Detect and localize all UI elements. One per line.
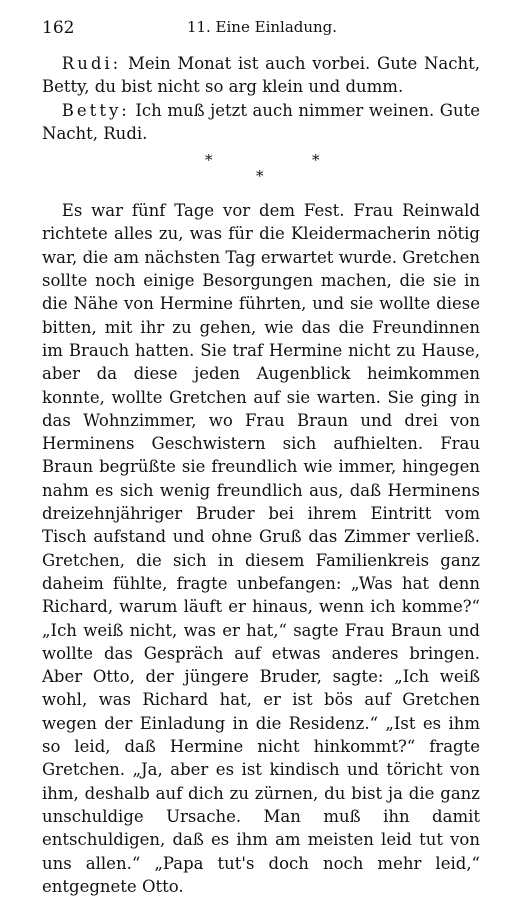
divider-star: * (312, 151, 320, 170)
section-divider (42, 149, 480, 189)
narrative-paragraph: Es war fünf Tage vor dem Fest. Frau Reinwald richtete alles zu, was für die Kleidermacherin nötig war, die am nächsten Tag erwartet wurde. Gretchen sollte noch einige Besorgungen machen, die sie in die Nähe von Hermine führten, und sie wollte diese bitten, mit ihr zu gehen, wie das die Freundinnen im Brauch hatten. Sie traf Hermine nicht zu Hause, aber da diese jeden Augenblick heimkommen konnte, wollte Gretchen auf sie warten. Sie ging in das Wohnzimmer, wo Frau Braun und drei von Herminens Geschwistern sich aufhielten. Frau Braun begrüßte sie freundlich wie immer, hingegen nahm es sich wenig freundlich aus, daß Herminens dreizehnjähriger Bruder bei ihrem Eintritt vom Tisch aufstand und ohne Gruß das Zimmer verließ. Gretchen, die sich in diesem Familienkreis ganz daheim fühlte, fragte unbefangen: „Was hat denn Richard, warum läuft er hinaus, wenn ich komme?“ „Ich weiß nicht, was er hat,“ sagte Frau Braun und wollte das Gespräch auf etwas anderes bringen. Aber Otto, der jüngere Bruder, sagte: „Ich weiß wohl, was Richard hat, er ist bös auf Gretchen wegen der Einladung in die Residenz.“ „Ist es ihm so leid, daß Hermine nicht hinkommt?“ fragte Gretchen. „Ja, aber es ist kindisch und töricht von ihm, deshalb auf dich zu zürnen, du bist ja die ganz unschuldige Ursache. Man muß ihn damit entschuldigen, daß es ihm am meisten leid tut von uns allen.“ „Papa tut's doch noch mehr leid,“ entgegnete Otto. (42, 201, 480, 896)
page-number: 162 (42, 18, 75, 38)
dialogue-text: Mein Monat ist auch vorbei. Gute Nacht, Betty, du bist nicht so arg klein und dumm. (42, 54, 480, 97)
body-text (42, 52, 480, 898)
running-title: 11. Eine Einladung. (186, 18, 338, 36)
divider-star: * (256, 167, 264, 186)
page-header (42, 18, 482, 42)
dialogue-line-betty (42, 99, 480, 146)
speaker-name: Betty: (61, 100, 130, 120)
dialogue-line-rudi (42, 52, 480, 99)
dialogue-text: Ich muß jetzt auch nimmer weinen. Gute Nacht, Rudi. (42, 100, 480, 143)
divider-star: * (205, 151, 213, 170)
speaker-name: Rudi: (61, 54, 122, 73)
